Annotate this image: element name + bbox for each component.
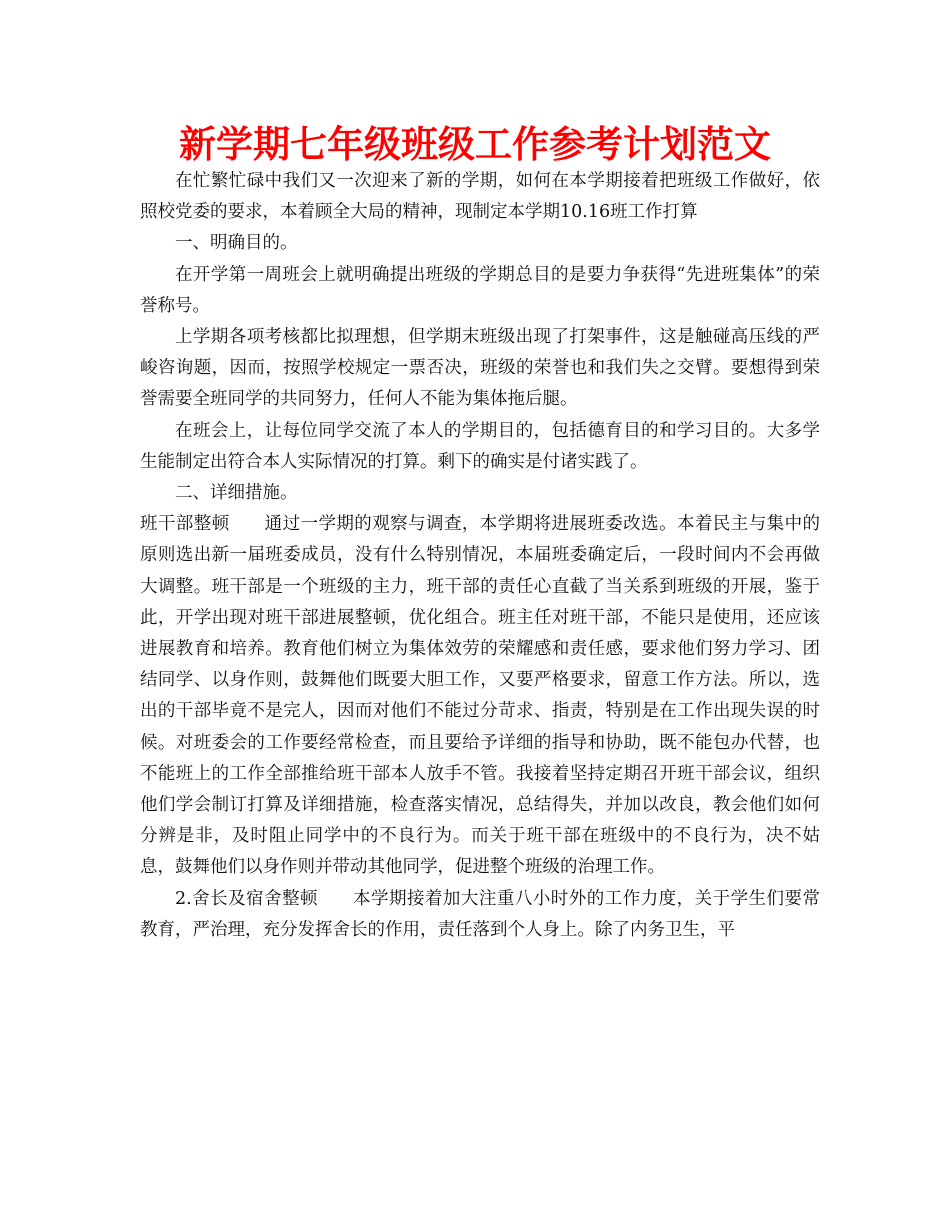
paragraph-dorm-rectification <box>140 884 820 946</box>
dorm-text: 本学期接着加大注重八小时外的工作力度，关于学生们要常教育，严治理，充分发挥舍长的作用，责任落到个人身上。除了内务卫生，平 <box>140 888 820 940</box>
paragraph-cadre-rectification <box>140 509 820 883</box>
paragraph-goal: 在开学第一周班会上就明确提出班级的学期总目的是要力争获得“先进班集体”的荣誉称号。 <box>140 264 820 316</box>
paragraph-intro: 在忙繁忙碌中我们又一次迎来了新的学期，如何在本学期接着把班级工作做好，依照校党委的要求，本着顾全大局的精神，现制定本学期10.16班工作打算 <box>140 171 820 223</box>
document-title: 新学期七年级班级工作参考计划范文 <box>179 122 771 166</box>
heading-measures: 二、详细措施。 <box>175 483 298 504</box>
paragraph-class-meeting: 在班会上，让每位同学交流了本人的学期目的，包括德育目的和学习目的。大多学生能制定出符合本人实际情况的打算。剩下的确实是付诸实践了。 <box>140 420 820 472</box>
document-body <box>140 166 820 946</box>
heading-clear-goals: 一、明确目的。 <box>175 233 298 254</box>
cadre-lead: 班干部整顿 <box>140 514 230 535</box>
cadre-text: 通过一学期的观察与调查，本学期将进展班委改选。本着民主与集中的原则选出新一届班委成员，没有什么特别情况，本届班委确定后，一段时间内不会再做大调整。班干部是一个班级的主力，班干部的责任心直截了当关系到班级的开展，鉴于此，开学出现对班干部进展整顿，优化组合。班主任对班干部，不能只是使用，还应该进展教育和培养。教育他们树立为集体效劳的荣耀感和责任感，要求他们努力学习、团结同学、以身作则，鼓舞他们既要大胆工作，又要严格要求，留意工作方法。所以，选出的干部毕竟不是完人，因而对他们不能过分苛求、指责，特别是在工作出现失误的时候。对班委会的工作要经常检查，而且要给予详细的指导和协助，既不能包办代替，也不能班上的工作全部推给班干部本人放手不管。我接着坚持定期召开班干部会议，组织他们学会制订打算及详细措施，检查落实情况，总结得失，并加以改良，教会他们如何分辨是非，及时阻止同学中的不良行为。而关于班干部在班级中的不良行为，决不姑息，鼓舞他们以身作则并带动其他同学，促进整个班级的治理工作。 <box>140 514 821 878</box>
dorm-lead: 2.舍长及宿舍整顿 <box>175 888 319 909</box>
paragraph-last-term: 上学期各项考核都比拟理想，但学期末班级出现了打架事件，这是触碰高压线的严峻咨询题，因而，按照学校规定一票否决，班级的荣誉也和我们失之交臂。要想得到荣誉需要全班同学的共同努力，任何人不能为集体拖后腿。 <box>140 327 820 410</box>
